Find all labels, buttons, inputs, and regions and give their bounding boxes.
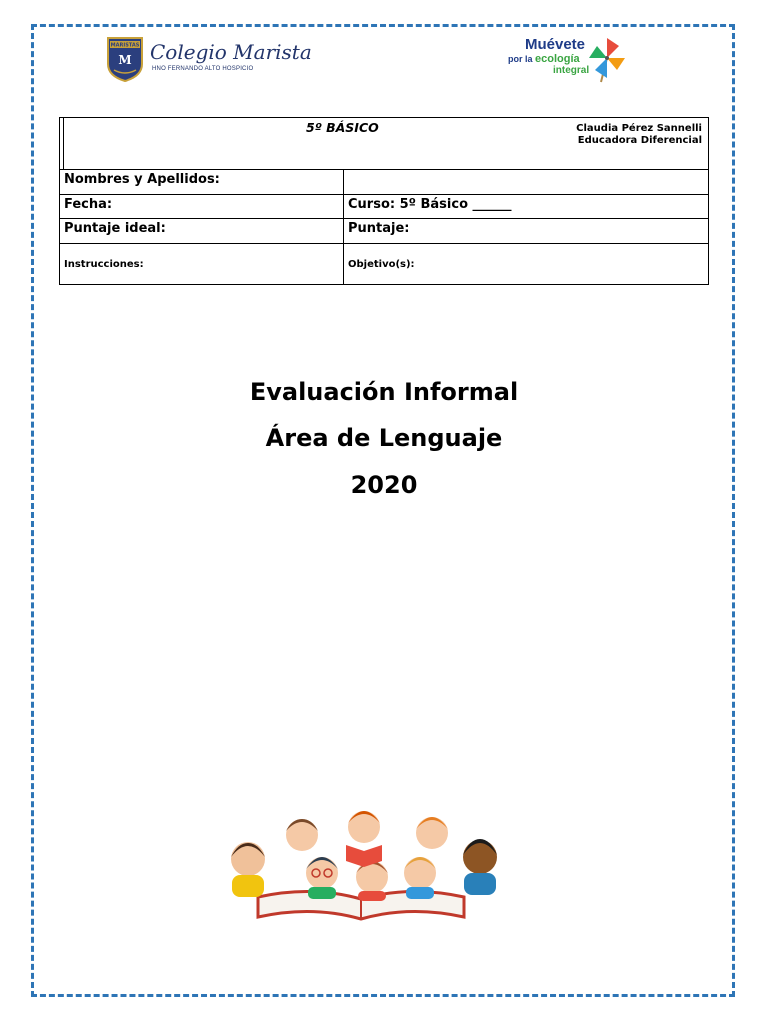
course-label: Curso: 5º Básico ______ [348, 197, 512, 212]
school-name: Colegio Marista [150, 40, 312, 64]
names-field[interactable] [344, 170, 708, 194]
names-label: Nombres y Apellidos: [64, 172, 220, 187]
children-reading-book-illustration [222, 805, 500, 923]
campaign-line3: integral [553, 65, 590, 76]
title-line2: Área de Lenguaje [265, 424, 503, 452]
table-row [60, 244, 708, 284]
instructions-label: Instrucciones: [64, 259, 144, 270]
score-field[interactable] [344, 219, 708, 243]
table-row [60, 195, 708, 219]
campaign-line2-highlight: ecología [535, 53, 580, 65]
campaign-logo [505, 36, 630, 84]
score-label: Puntaje: [348, 221, 410, 236]
table-inner-border [63, 118, 64, 169]
school-shield-icon [106, 36, 144, 82]
title-line1: Evaluación Informal [249, 378, 519, 406]
title-line3: 2020 [350, 471, 418, 499]
campaign-line2-prefix: por la [508, 54, 533, 64]
teacher-name: Claudia Pérez Sannelli [576, 123, 702, 134]
student-info-table [59, 117, 709, 285]
kid-figure [286, 819, 318, 851]
ideal-score-label: Puntaje ideal: [64, 221, 166, 236]
table-row [60, 219, 708, 244]
table-header-row [60, 118, 708, 170]
campaign-line2 [508, 53, 580, 65]
objectives-label: Objetivo(s): [348, 259, 415, 270]
objectives-field[interactable] [344, 244, 708, 284]
kid-figure [348, 811, 380, 843]
instructions-field[interactable] [60, 244, 344, 284]
school-subtitle: HNO FERNANDO ALTO HOSPICIO [152, 66, 254, 72]
course-field[interactable] [344, 195, 708, 218]
kid-figure [231, 842, 265, 897]
kid-figure [306, 857, 338, 899]
table-row [60, 170, 708, 195]
ideal-score-field[interactable] [60, 219, 344, 243]
date-label: Fecha: [64, 197, 113, 212]
date-field[interactable] [60, 195, 344, 218]
kid-figure [356, 861, 388, 901]
kid-figure [404, 857, 436, 899]
school-logo [106, 36, 312, 82]
svg-text:M: M [118, 53, 132, 67]
kid-figure [416, 817, 448, 849]
table-cell [60, 170, 344, 194]
kid-figure [463, 839, 497, 895]
svg-text:MARISTAS: MARISTAS [110, 42, 140, 49]
campaign-line1: Muévete [525, 36, 586, 53]
teacher-role: Educadora Diferencial [577, 135, 702, 146]
grade-title: 5º BÁSICO [306, 120, 379, 135]
pinwheel-icon [587, 36, 627, 84]
